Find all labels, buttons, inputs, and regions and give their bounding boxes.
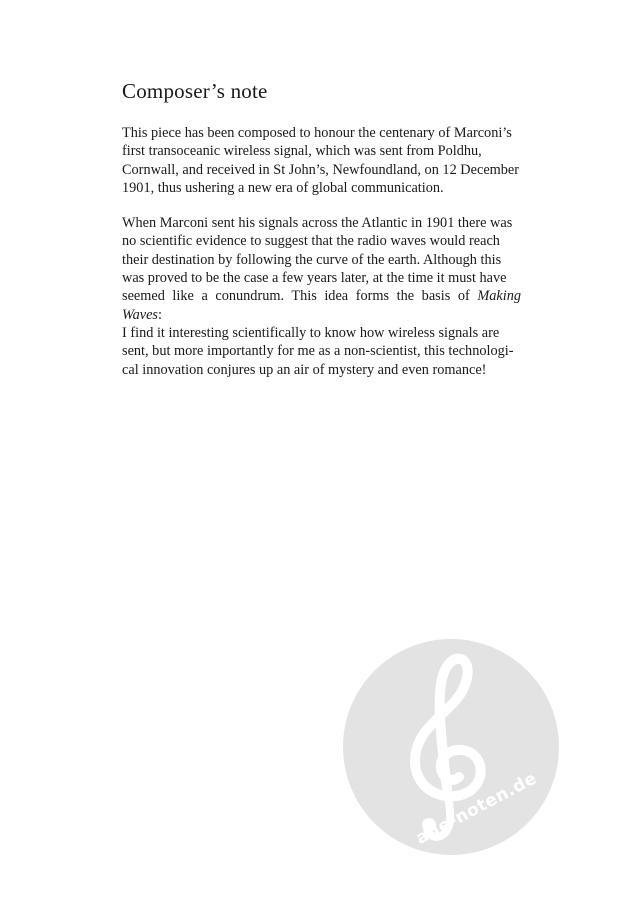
text-line: When Marconi sent his signals across the Atlantic in 1901 there was (122, 215, 513, 232)
text-line: sent, but more importantly for me as a non-scientist, this technologi- (122, 343, 514, 360)
work-title: Making Waves (122, 288, 521, 323)
text-line: seemed like a conundrum. This idea forms the basis of (122, 288, 478, 305)
text-line: I find it interesting scientifically to know how wireless signals are (122, 324, 500, 341)
text-line: first transoceanic wireless signal, which was sent from Poldhu, (122, 143, 482, 160)
watermark-text: alle-noten.de (412, 768, 541, 849)
text-line: was proved to be the case a few years later, at the time it must have (122, 270, 507, 287)
paragraph-1 (122, 124, 521, 197)
watermark-logo (343, 639, 559, 855)
text-line: Cornwall, and received in St John’s, Newfoundland, on 12 December (122, 161, 520, 178)
text-line: 1901, thus ushering a new era of global communication. (122, 179, 444, 196)
text-line: : (158, 306, 162, 323)
page-title: Composer’s note (122, 79, 268, 103)
text-line: cal innovation conjures up an air of mystery and even romance! (122, 361, 487, 378)
text-line: their destination by following the curve of the earth. Although this (122, 251, 502, 268)
text-line: no scientific evidence to suggest that the radio waves would reach (122, 233, 500, 250)
body-text (122, 124, 521, 379)
paragraph-2 (122, 214, 521, 379)
text-line: This piece has been composed to honour the centenary of Marconi’s (122, 125, 512, 141)
